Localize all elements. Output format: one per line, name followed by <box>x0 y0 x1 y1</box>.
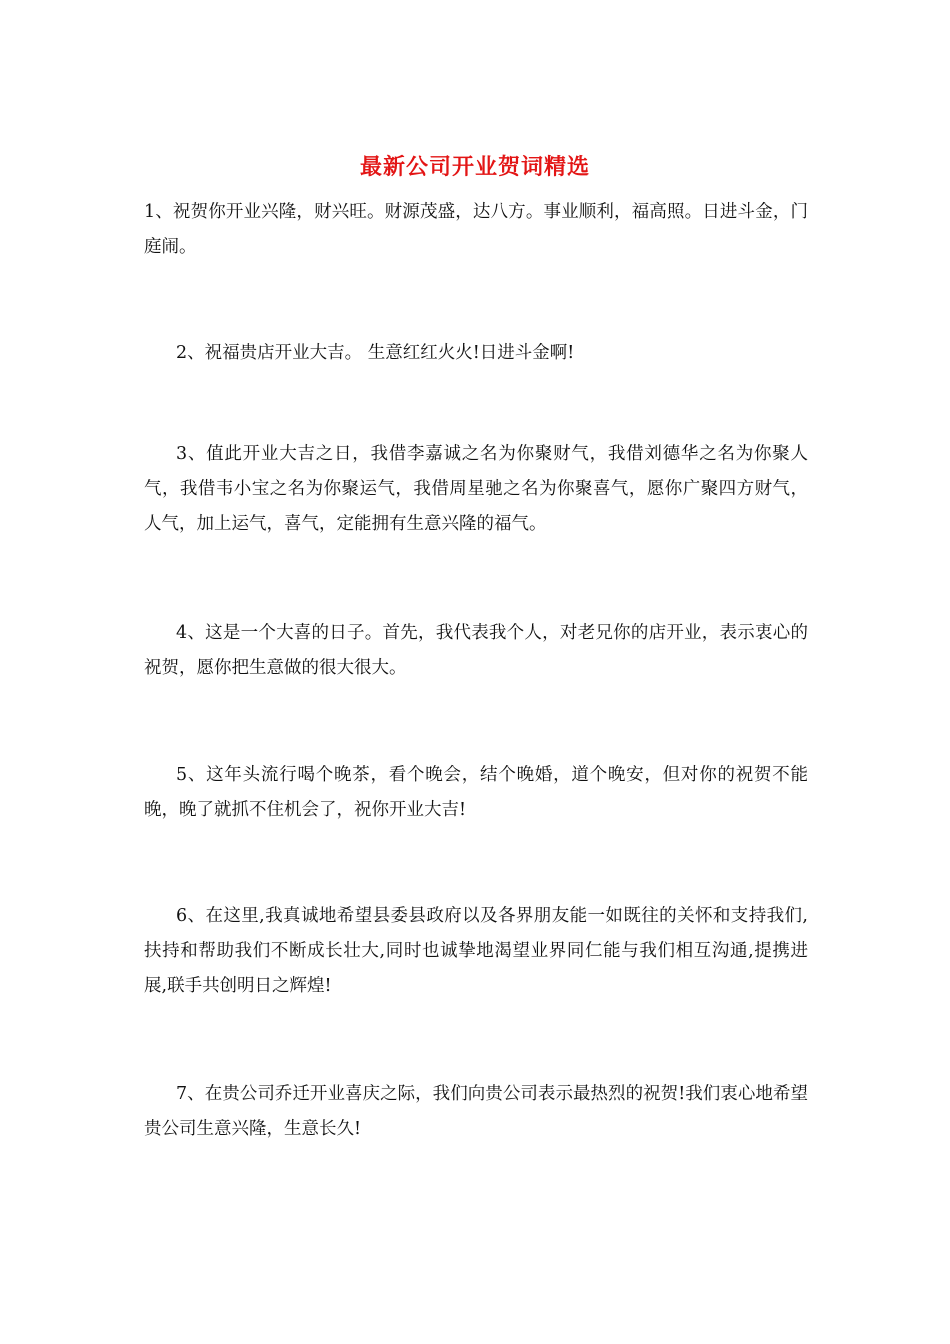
paragraph-2: 2、祝福贵店开业大吉。 生意红红火火!日进斗金啊! <box>176 343 575 363</box>
paragraph-6: 6、在这里,我真诚地希望县委县政府以及各界朋友能一如既往的关怀和支持我们,扶持和帮助我们不断成长壮大,同时也诚挚地渴望业界同仁能与我们相互沟通,提携进展,联手共创明日之辉煌! <box>144 906 808 996</box>
paragraph-4: 4、这是一个大喜的日子。首先，我代表我个人，对老兄你的店开业，表示衷心的祝贺，愿你把生意做的很大很大。 <box>144 623 808 678</box>
page-title: 最新公司开业贺词精选 <box>359 155 590 180</box>
paragraph-3: 3、值此开业大吉之日，我借李嘉诚之名为你聚财气，我借刘德华之名为你聚人气，我借韦小宝之名为你聚运气，我借周星驰之名为你聚喜气，愿你广聚四方财气，人气，加上运气，喜气，定能拥有生意兴隆的福气。 <box>144 444 808 534</box>
paragraph-5: 5、这年头流行喝个晚茶，看个晚会，结个晚婚，道个晚安，但对你的祝贺不能晚，晚了就抓不住机会了，祝你开业大吉! <box>144 765 808 820</box>
paragraph-7: 7、在贵公司乔迁开业喜庆之际，我们向贵公司表示最热烈的祝贺!我们衷心地希望贵公司生意兴隆，生意长久! <box>144 1084 808 1139</box>
paragraph-1: 1、祝贺你开业兴隆，财兴旺。财源茂盛，达八方。事业顺利，福高照。日进斗金，门庭闹。 <box>144 202 808 257</box>
